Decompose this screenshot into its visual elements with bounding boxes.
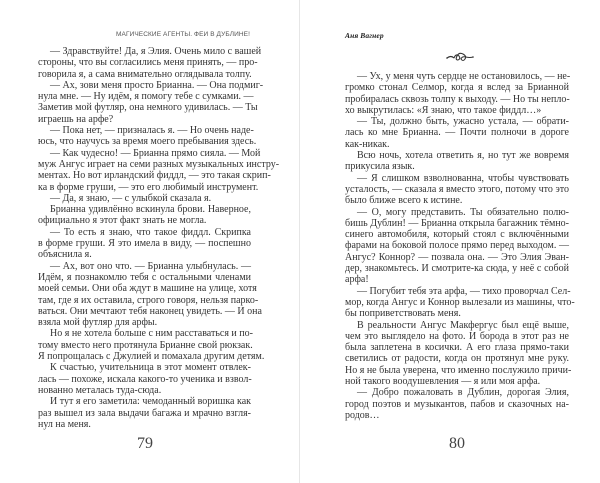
text-line: — Погубит тебя эта арфа, — тихо проворчал Сел- xyxy=(357,285,571,297)
text-line: ка в форме груши, — это его любимый инструмент. xyxy=(38,181,259,193)
text-line: — Пока нет, — призналась я. — Но очень наде- xyxy=(50,125,254,137)
text-line: Заметив мой футляр, она немного удивилась. — Ты xyxy=(38,102,258,114)
text-line: Но я не была уверена, что именно послужило причи- xyxy=(345,364,572,376)
text-line: юсь, что научусь за время моего пребывания здесь. xyxy=(38,136,257,148)
text-line: там, где я их оставила, строго говоря, нельзя парко- xyxy=(38,294,259,306)
text-line: хо выкрутилась: «Я знаю, что такое фиддл…» xyxy=(345,104,542,116)
text-line: усталость, — сказала я вместо этого, потому что это xyxy=(345,183,569,195)
text-line: лась — похоже, искала какого-то ученика и взвол- xyxy=(38,373,252,385)
text-line: говорила я, а сама внимательно оглядывала толпу. xyxy=(38,68,252,80)
text-line: Я попрощалась с Джулией и помахала другим детям. xyxy=(38,351,265,363)
text-line: город поэтов и музыкантов, пабов и сказочных на- xyxy=(345,398,569,410)
running-head-author: Аня Вагнер xyxy=(345,31,384,40)
text-line: Брианна удивлённо вскинула брови. Наверное, xyxy=(50,204,251,216)
page-number: 80 xyxy=(449,435,465,452)
text-line: Всю ночь, хотела ответить я, но тут же вовремя xyxy=(357,150,569,162)
text-line: ваться. Они мечтают тебя наконец увидеть. — И она xyxy=(38,305,262,317)
text-line: ментах. Но вот ирландский фиддл, — это такая скрип- xyxy=(38,170,271,182)
text-line: — То есть я знаю, что такое фиддл. Скрипка xyxy=(50,226,251,238)
text-line: в форме груши. Я это имела в виду, — поспешно xyxy=(38,238,251,250)
text-line: прикусила язык. xyxy=(345,161,415,173)
text-line: чем это выглядело на фото. И борода в этот раз не xyxy=(345,330,569,342)
right-page xyxy=(300,0,600,483)
text-line: В реальности Ангус Макфергус был ещё выше, xyxy=(357,319,569,331)
text-line: К счастью, учительница в этот момент отвлек- xyxy=(50,362,251,374)
text-line: арфа! xyxy=(345,274,369,286)
text-line: — Ах, вот оно что. — Брианна улыбнулась. — xyxy=(50,260,251,272)
text-line: — Ты, должно быть, ужасно устала, — обрати- xyxy=(357,116,569,128)
text-line: — О, могу представить. Ты обязательно полю- xyxy=(357,206,569,218)
text-line: — Здравствуйте! Да, я Элия. Очень мило с вашей xyxy=(50,46,262,57)
text-line: было ближе всего к истине. xyxy=(345,195,463,207)
text-line: играешь на арфе? xyxy=(38,113,114,125)
text-line: фарами на боковой полосе прямо перед выходом. — xyxy=(345,240,569,252)
text-line: нула мне. — Ну идём, я помогу тебе с сумками. — xyxy=(38,91,254,103)
text-line: официально я этот факт знать не могла. xyxy=(38,215,207,227)
text-line: муж Ангус играет на семи разных музыкальных инстру- xyxy=(38,158,280,170)
text-line: — Я слишком взволнованна, чтобы чувствовать xyxy=(357,172,569,184)
text-line: объяснила я. xyxy=(38,249,92,261)
text-line: моей семьи. Они оба ждут в машине на улице, хотя xyxy=(38,283,257,295)
text-line: громко стонал Селмор, когда я вслед за Брианной xyxy=(345,82,569,94)
text-line: тому вместо него протянула Брианне свой рюкзак. xyxy=(38,339,253,351)
page-number: 79 xyxy=(137,435,153,452)
text-line: дер, знакомьтесь. И смотрите-ка сюда, у неё с собой xyxy=(345,263,569,275)
text-line: как-никак. xyxy=(345,138,390,150)
text-line: мор, когда Ангус и Коннор вылезали из машины, что- xyxy=(345,296,575,308)
running-head-book-title: МАГИЧЕСКИЕ АГЕНТЫ. ФЕИ В ДУБЛИНЕ! xyxy=(116,31,250,38)
text-line: была заплетена в косички. А его глаза прямо-таки xyxy=(345,342,569,354)
text-line: пробиралась сквозь толпу к выходу. — Но ты непло- xyxy=(345,93,570,105)
text-line: нованно металась туда-сюда. xyxy=(38,384,162,396)
right-page-text xyxy=(345,71,575,421)
text-line: И тут я его заметила: чемоданный воришка как xyxy=(50,396,251,408)
left-page-text xyxy=(38,46,280,430)
text-line: Но я не хотела больше с ним расставаться и по- xyxy=(50,328,253,340)
text-line: — Ух, у меня чуть сердце не остановилось, — не- xyxy=(357,71,571,82)
text-line: — Добро пожаловать в Дублин, дорогая Элия, xyxy=(357,387,569,399)
text-line: стороны, что вы согласились меня принять, — про- xyxy=(38,57,258,69)
flourish-ornament-icon xyxy=(445,50,475,64)
text-line: ной такого воодушевления — я или моя арфа. xyxy=(345,376,541,388)
text-line: Идём, я познакомлю тебя с остальными членами xyxy=(38,271,251,283)
text-line: нул на меня. xyxy=(38,418,91,430)
text-line: светились от радости, когда он протянул мне руку. xyxy=(345,353,569,365)
text-line: родов… xyxy=(345,409,380,421)
text-line: раз вышел из зала выдачи багажа и мрачно взгля- xyxy=(38,407,251,419)
text-line: взяла мой футляр для арфы. xyxy=(38,317,158,329)
text-line: — Ах, зови меня просто Брианна. — Она подмиг- xyxy=(50,79,264,91)
text-line: — Как чудесно! — Брианна прямо сияла. — Мой xyxy=(50,147,261,159)
text-line: синего автомобиля, который стоял с включёнными xyxy=(345,229,569,241)
text-line: лась ко мне Брианна. — Почти полночи в дороге xyxy=(345,127,569,139)
text-line: Ангус? Коннор? — позвала она. — Это Элия Эван- xyxy=(345,251,569,263)
text-line: бы поприветствовать меня. xyxy=(345,308,461,320)
text-line: бишь Дублин! — Брианна открыла багажник тёмно- xyxy=(345,217,569,229)
text-line: — Да, я знаю, — с улыбкой сказала я. xyxy=(50,192,212,204)
